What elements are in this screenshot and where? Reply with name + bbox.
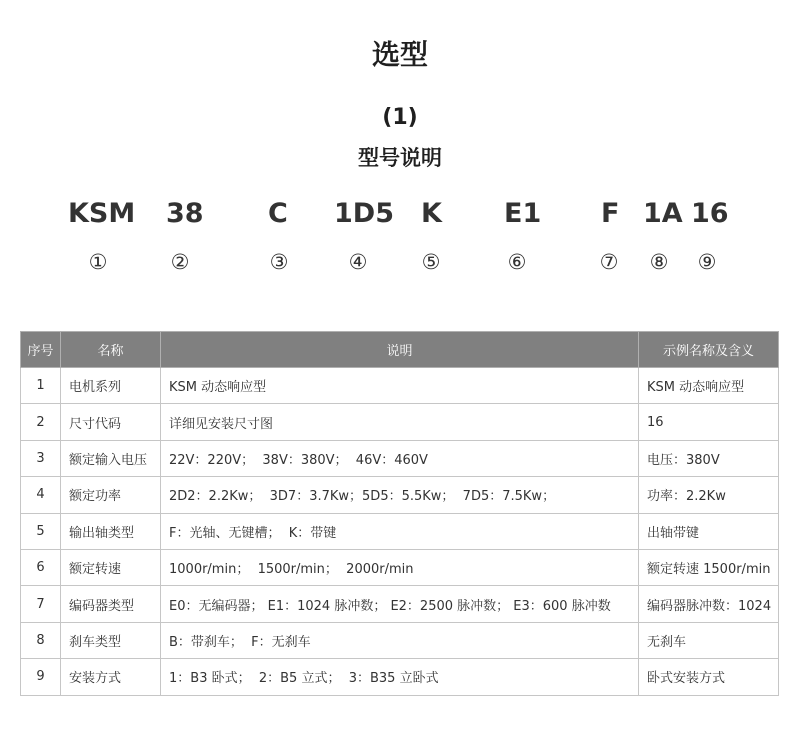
model-code-power: 1D5	[334, 198, 394, 229]
table-row	[21, 513, 779, 549]
cell-no: 7	[21, 586, 61, 622]
cell-name: 额定功率	[61, 477, 161, 513]
cell-name: 额定转速	[61, 549, 161, 585]
cell-name: 额定输入电压	[61, 440, 161, 476]
table-row	[21, 586, 779, 622]
model-code-c: C	[268, 198, 288, 229]
cell-no: 1	[21, 368, 61, 404]
marker-6: ⑥	[507, 250, 527, 274]
header-example: 示例名称及含义	[639, 332, 779, 368]
cell-no: 4	[21, 477, 61, 513]
marker-7: ⑦	[599, 250, 619, 274]
section-number: (1)	[382, 105, 418, 130]
marker-4: ④	[348, 250, 368, 274]
cell-example: 16	[639, 404, 779, 440]
cell-desc: 2D2：2.2Kw； 3D7：3.7Kw；5D5：5.5Kw； 7D5：7.5Kw；	[161, 477, 639, 513]
cell-example: 功率：2.2Kw	[639, 477, 779, 513]
cell-example: 编码器脉冲数：1024	[639, 586, 779, 622]
model-code-size: 38	[166, 198, 204, 229]
model-code-mounting: 16	[691, 198, 729, 229]
cell-name: 编码器类型	[61, 586, 161, 622]
cell-name: 尺寸代码	[61, 404, 161, 440]
cell-example: 出轴带键	[639, 513, 779, 549]
header-name: 名称	[61, 332, 161, 368]
marker-2: ②	[170, 250, 190, 274]
cell-no: 3	[21, 440, 61, 476]
cell-desc: KSM 动态响应型	[161, 368, 639, 404]
cell-desc: 1：B3 卧式； 2：B5 立式； 3：B35 立卧式	[161, 659, 639, 695]
page-title: 选型	[371, 38, 428, 71]
marker-8: ⑧	[649, 250, 669, 274]
table-row	[21, 404, 779, 440]
cell-example: 电压：380V	[639, 440, 779, 476]
header-desc: 说明	[161, 332, 639, 368]
cell-no: 5	[21, 513, 61, 549]
table-row	[21, 477, 779, 513]
cell-desc: 1000r/min； 1500r/min； 2000r/min	[161, 549, 639, 585]
cell-name: 输出轴类型	[61, 513, 161, 549]
marker-1: ①	[88, 250, 108, 274]
cell-desc: E0：无编码器； E1：1024 脉冲数； E2：2500 脉冲数； E3：600 脉冲数	[161, 586, 639, 622]
cell-example: KSM 动态响应型	[639, 368, 779, 404]
cell-example: 卧式安装方式	[639, 659, 779, 695]
marker-9: ⑨	[697, 250, 717, 274]
cell-name: 刹车类型	[61, 622, 161, 658]
cell-name: 安装方式	[61, 659, 161, 695]
section-title: 型号说明	[358, 146, 442, 170]
cell-desc: 详细见安装尺寸图	[161, 404, 639, 440]
model-code-series: KSM	[68, 198, 136, 229]
model-spec-table	[20, 331, 779, 696]
table-header-row	[21, 332, 779, 368]
cell-example: 无刹车	[639, 622, 779, 658]
model-code-brake: F	[601, 198, 620, 229]
cell-desc: 22V：220V； 38V：380V； 46V：460V	[161, 440, 639, 476]
model-code-shaft: K	[421, 198, 442, 229]
cell-no: 6	[21, 549, 61, 585]
cell-name: 电机系列	[61, 368, 161, 404]
cell-example: 额定转速 1500r/min	[639, 549, 779, 585]
cell-desc: F：光轴、无键槽； K：带键	[161, 513, 639, 549]
model-code-1a: 1A	[643, 198, 683, 229]
cell-desc: B：带刹车； F：无刹车	[161, 622, 639, 658]
marker-3: ③	[269, 250, 289, 274]
marker-5: ⑤	[421, 250, 441, 274]
table-row	[21, 440, 779, 476]
table-row	[21, 368, 779, 404]
table-row	[21, 659, 779, 695]
cell-no: 8	[21, 622, 61, 658]
table-row	[21, 549, 779, 585]
model-code-encoder: E1	[504, 198, 542, 229]
cell-no: 9	[21, 659, 61, 695]
table-row	[21, 622, 779, 658]
header-no: 序号	[21, 332, 61, 368]
cell-no: 2	[21, 404, 61, 440]
